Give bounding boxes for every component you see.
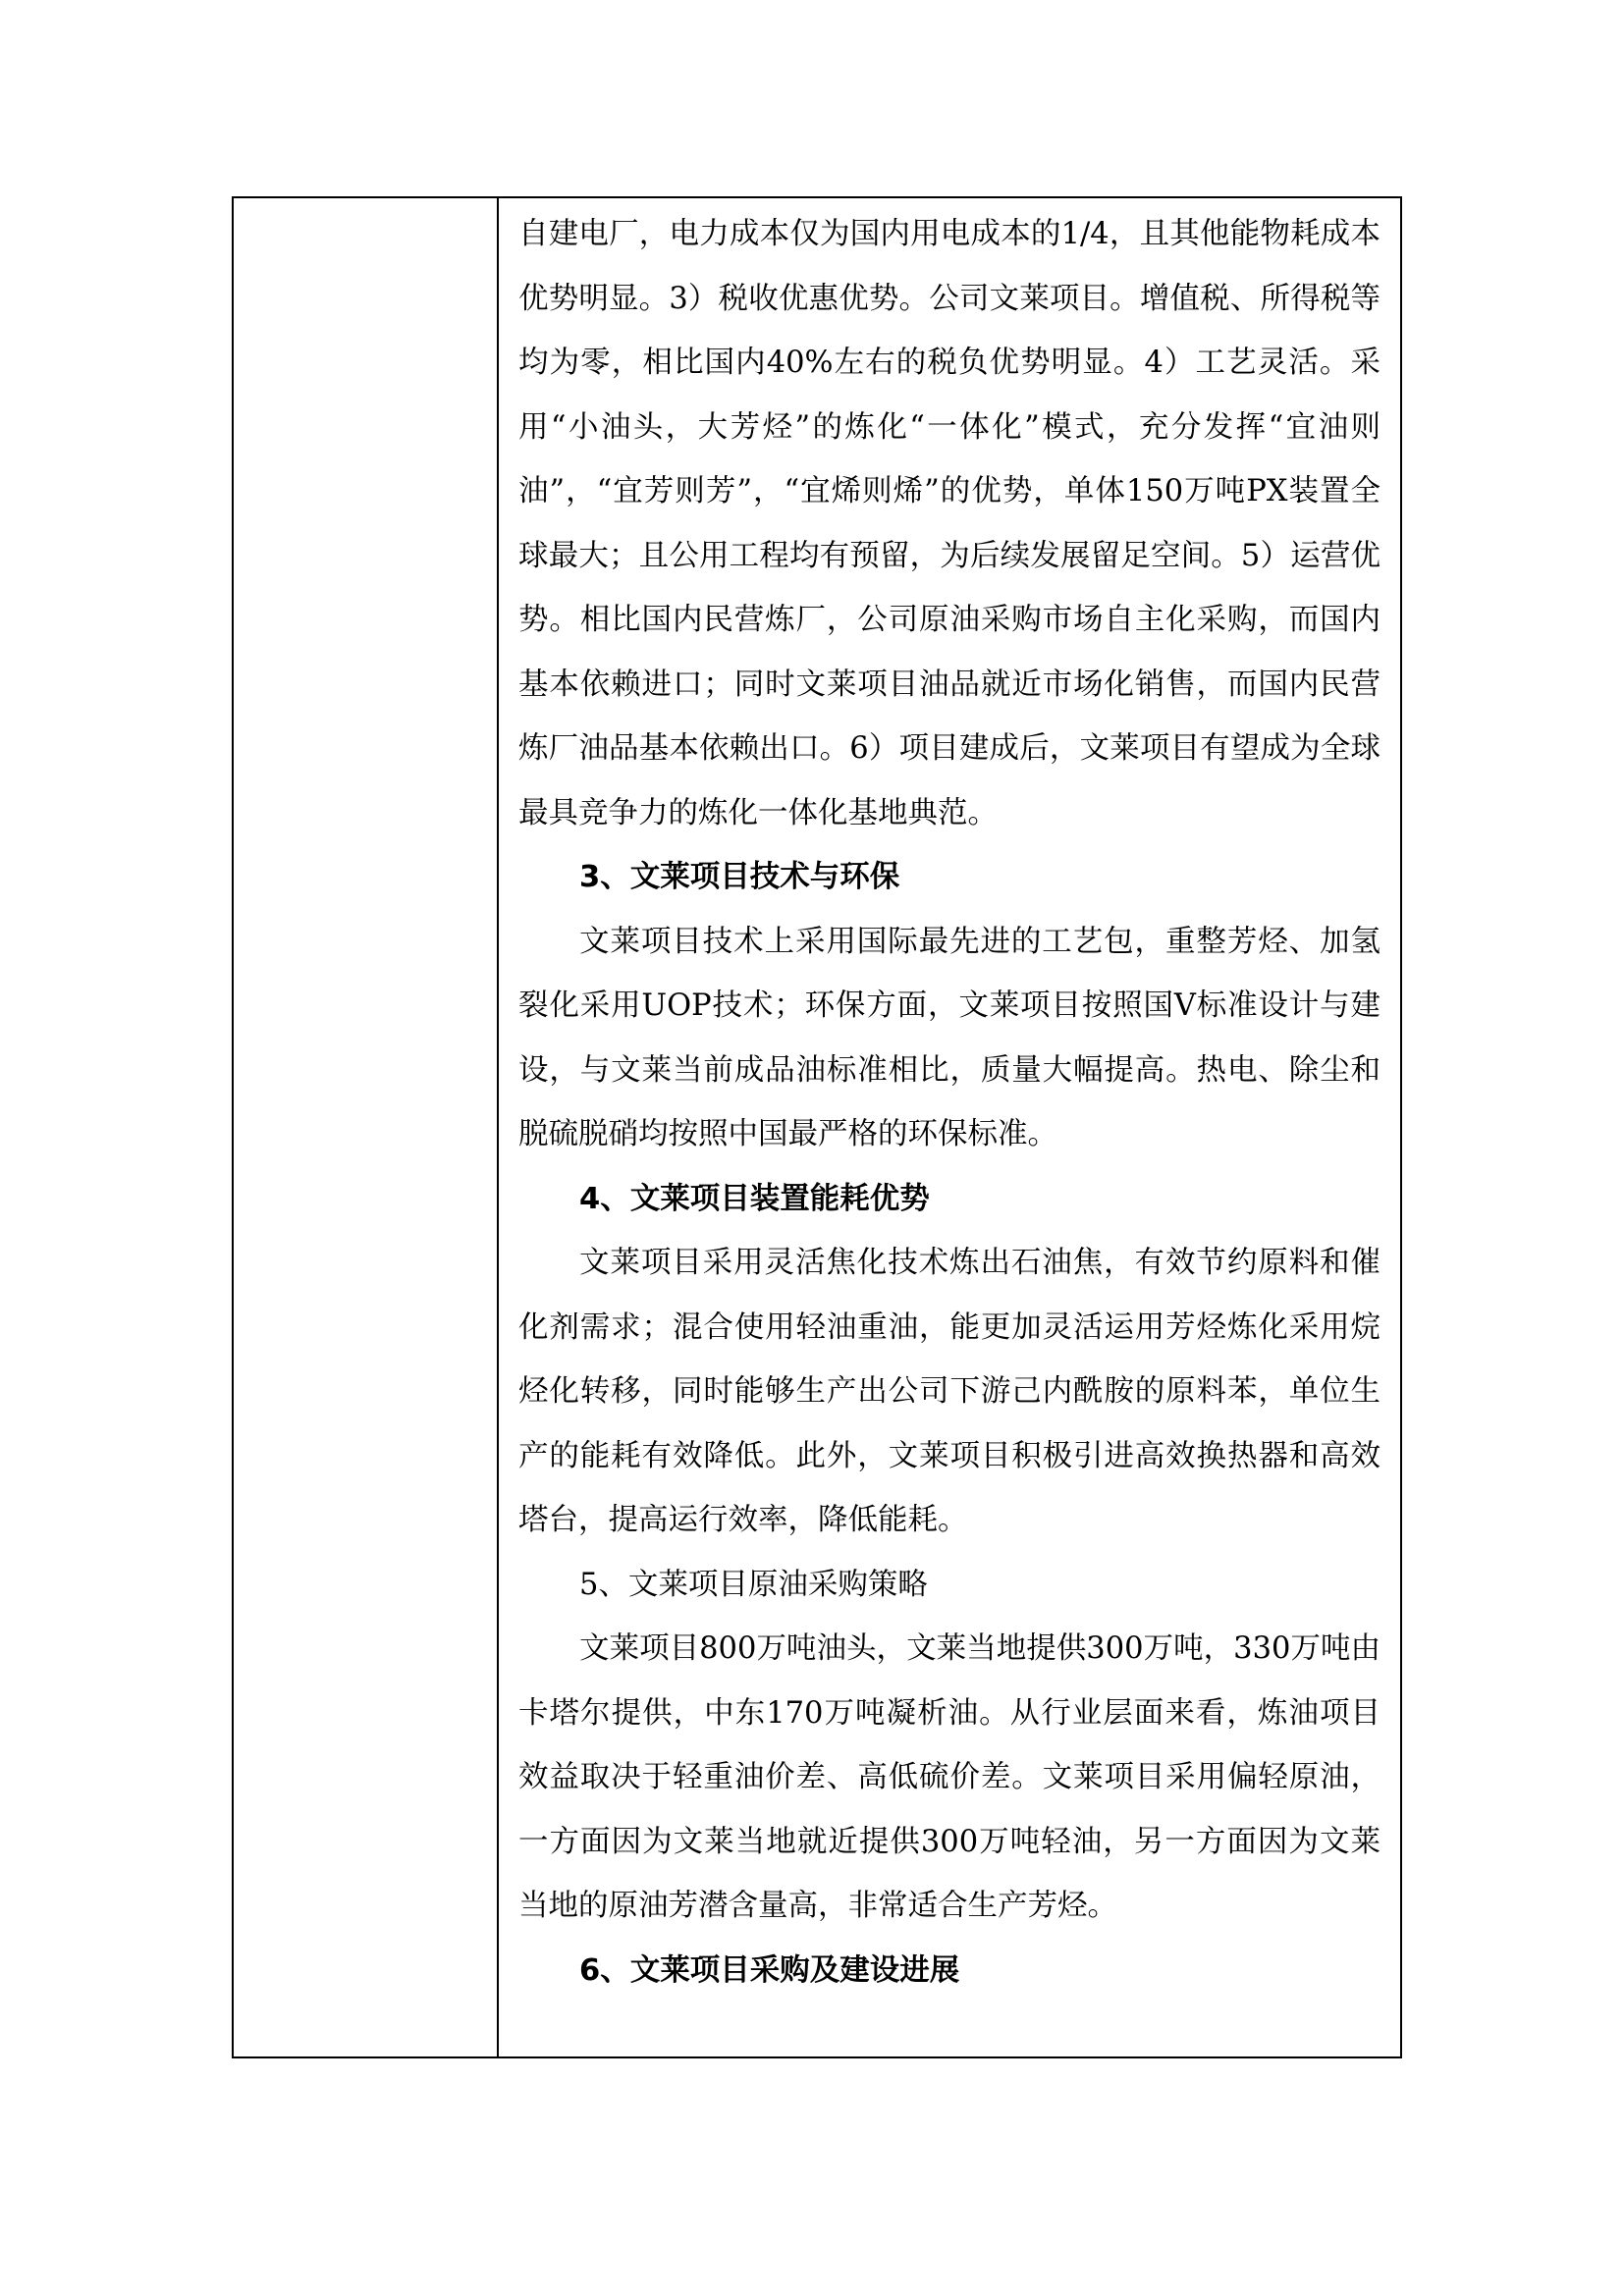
body-paragraph: 文莱项目采用灵活焦化技术炼出石油焦，有效节约原料和催化剂需求；混合使用轻油重油，能更加灵活运用芳烃炼化采用烷烃化转移，同时能够生产出公司下游己内酰胺的原料苯，单位生产的能耗有效降低。此外，文莱项目积极引进高效换热器和高效塔台，提高运行效率，降低能耗。 (518, 1246, 1380, 1537)
body-paragraph: 文莱项目技术上采用国际最先进的工艺包，重整芳烃、加氢裂化采用UOP技术；环保方面，文莱项目按照国V标准设计与建设，与文莱当前成品油标准相比，质量大幅提高。热电、除尘和脱硫脱硝均按照中国最严格的环保标准。 (518, 924, 1380, 1151)
section-heading: 3、文莱项目技术与环保 (579, 860, 900, 894)
body-paragraph: 自建电厂，电力成本仅为国内用电成本的1/4，且其他能物耗成本优势明显。3）税收优惠优势。公司文莱项目。增值税、所得税等均为零，相比国内40%左右的税负优势明显。4）工艺灵活。采用“小油头，大芳烃”的炼化“一体化”模式，充分发挥“宜油则油”，“宜芳则芳”，“宜烯则烯”的优势，单体150万吨PX装置全球最大；且公用工程均有预留，为后续发展留足空间。5）运营优势。相比国内民营炼厂，公司原油采购市场自主化采购，而国内基本依赖进口；同时文莱项目油品就近市场化销售，而国内民营炼厂油品基本依赖出口。6）项目建成后，文莱项目有望成为全球最具竞争力的炼化一体化基地典范。 (518, 217, 1380, 830)
table-right-cell (499, 198, 1400, 2056)
body-paragraph: 文莱项目800万吨油头，文莱当地提供300万吨，330万吨由卡塔尔提供，中东170万吨凝析油。从行业层面来看，炼油项目效益取决于轻重油价差、高低硫价差。文莱项目采用偏轻原油，一方面因为文莱当地就近提供300万吨轻油，另一方面因为文莱当地的原油芳潜含量高，非常适合生产芳烃。 (518, 1631, 1380, 1923)
section-heading: 6、文莱项目采购及建设进展 (579, 1952, 960, 1988)
section-heading: 5、文莱项目原油采购策略 (579, 1567, 928, 1602)
document-table (232, 196, 1402, 2058)
table-left-cell (234, 198, 499, 2056)
section-heading: 4、文莱项目装置能耗优势 (579, 1181, 930, 1216)
